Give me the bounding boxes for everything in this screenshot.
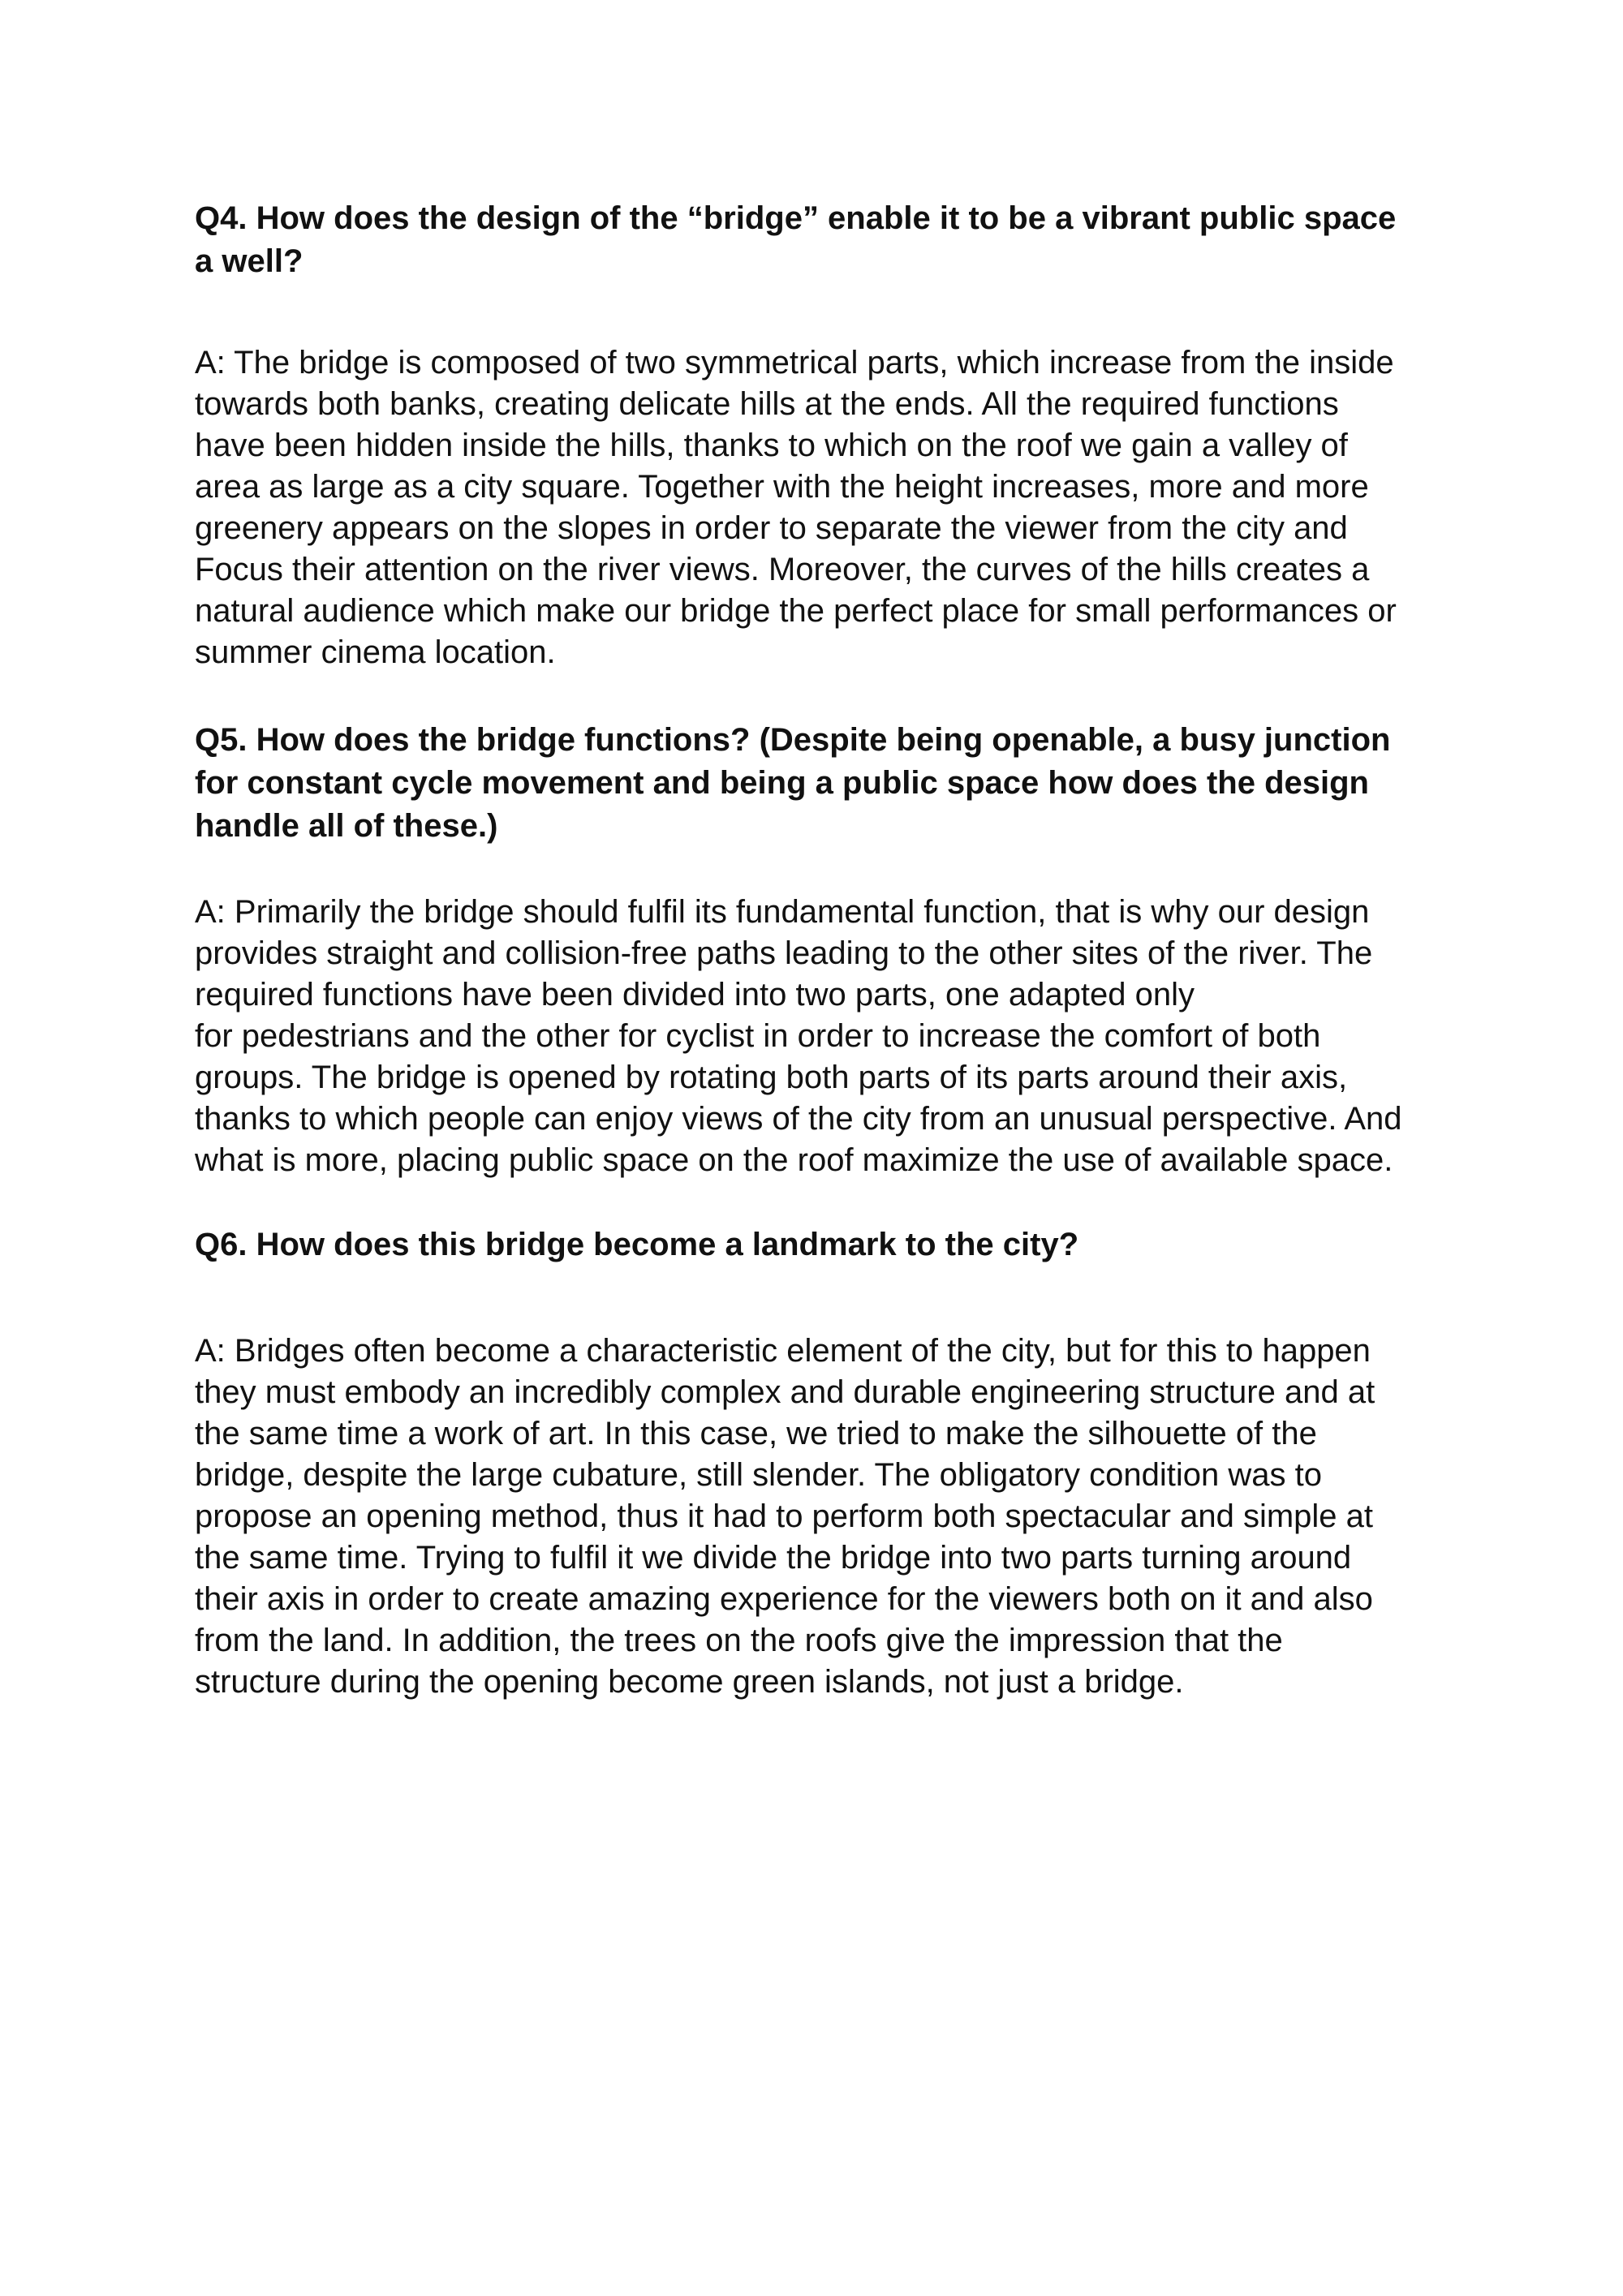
- answer-6: [195, 1331, 1375, 1703]
- question-5: [195, 719, 1390, 848]
- answer-6-line-8: from the land. In addition, the trees on the roofs give the impression that the: [195, 1623, 1283, 1658]
- answer-6-line-2: they must embody an incredibly complex and durable engineering structure and at: [195, 1374, 1375, 1410]
- answer-5-line-6: thanks to which people can enjoy views of the city from an unusual perspective. And: [195, 1101, 1402, 1137]
- question-5-line-2: for constant cycle movement and being a public space how does the design: [195, 765, 1369, 801]
- answer-6-line-3: the same time a work of art. In this case, we tried to make the silhouette of the: [195, 1416, 1317, 1451]
- question-4: [195, 197, 1396, 283]
- answer-5-line-1: A: Primarily the bridge should fulfil its fundamental function, that is why our design: [195, 894, 1370, 930]
- question-6: [195, 1223, 1078, 1266]
- answer-4: [195, 342, 1397, 673]
- answer-5-line-5: groups. The bridge is opened by rotating both parts of its parts around their axis,: [195, 1060, 1348, 1095]
- answer-4-line-8: summer cinema location.: [195, 634, 556, 670]
- answer-5: [195, 892, 1402, 1181]
- answer-4-line-4: area as large as a city square. Together with the height increases, more and more: [195, 469, 1369, 505]
- question-5-line-3: handle all of these.): [195, 808, 498, 844]
- answer-5-line-4: for pedestrians and the other for cyclist in order to increase the comfort of both: [195, 1018, 1321, 1054]
- answer-5-line-3: required functions have been divided into two parts, one adapted only: [195, 977, 1195, 1013]
- answer-4-line-2: towards both banks, creating delicate hills at the ends. All the required functions: [195, 386, 1339, 422]
- answer-6-line-6: the same time. Trying to fulfil it we divide the bridge into two parts turning around: [195, 1540, 1352, 1576]
- answer-6-line-4: bridge, despite the large cubature, still slender. The obligatory condition was to: [195, 1457, 1322, 1493]
- answer-4-line-6: Focus their attention on the river views. Moreover, the curves of the hills creates a: [195, 552, 1370, 587]
- answer-6-line-1: A: Bridges often become a characteristic element of the city, but for this to happen: [195, 1333, 1371, 1369]
- answer-6-line-7: their axis in order to create amazing experience for the viewers both on it and also: [195, 1581, 1373, 1617]
- question-6-line-1: Q6. How does this bridge become a landmark to the city?: [195, 1227, 1079, 1262]
- question-5-line-1: Q5. How does the bridge functions? (Despite being openable, a busy junction: [195, 722, 1391, 758]
- answer-6-line-9: structure during the opening become green islands, not just a bridge.: [195, 1664, 1184, 1700]
- answer-4-line-1: A: The bridge is composed of two symmetrical parts, which increase from the inside: [195, 345, 1394, 381]
- answer-5-line-2: provides straight and collision-free paths leading to the other sites of the river. The: [195, 935, 1373, 971]
- question-4-line-1: Q4. How does the design of the “bridge” enable it to be a vibrant public space: [195, 200, 1397, 236]
- answer-6-line-5: propose an opening method, thus it had to perform both spectacular and simple at: [195, 1498, 1374, 1534]
- answer-4-line-7: natural audience which make our bridge the perfect place for small performances or: [195, 593, 1397, 629]
- answer-5-line-7: what is more, placing public space on the roof maximize the use of available space.: [195, 1142, 1393, 1178]
- answer-4-line-5: greenery appears on the slopes in order to separate the viewer from the city and: [195, 510, 1348, 546]
- question-4-line-2: a well?: [195, 243, 304, 279]
- answer-4-line-3: have been hidden inside the hills, thanks to which on the roof we gain a valley of: [195, 428, 1348, 463]
